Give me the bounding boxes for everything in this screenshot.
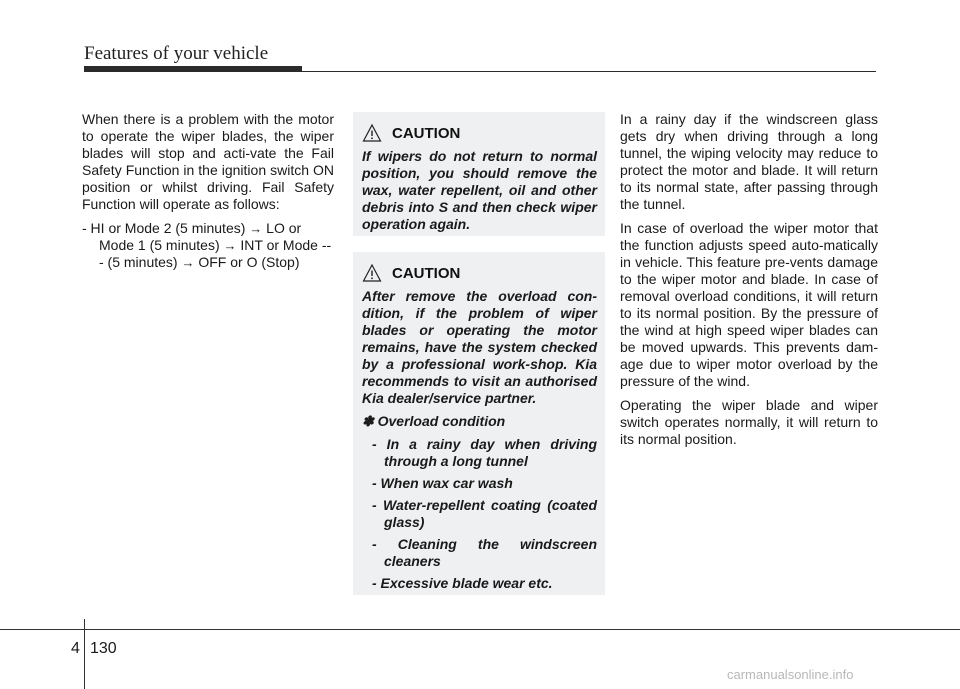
footer-tick [84,619,85,689]
fail-safety-paragraph: When there is a problem with the motor to operate the wiper blades, the wiper blades will stop and acti-vate the Fail Safety Function in the ignition switch ON position or whilst driving. Fail Safety Function will operate as follows: [82,111,334,212]
chapter-number: 4 [71,640,80,657]
caution-box-overload [353,252,605,595]
list-item: - Cleaning the windscreen cleaners [372,536,597,569]
mode-step-hi: - HI or Mode 2 (5 minutes) [82,220,246,236]
mode-sequence [82,220,334,271]
page-number: 130 [90,640,117,657]
arrow-icon: → [223,238,237,253]
list-item: - In a rainy day when driving through a long tunnel [372,436,597,469]
mode-step-lo: LO or Mode 1 (5 minutes) [99,220,302,253]
tunnel-paragraph: In a rainy day if the windscreen glass gets dry when driving through a long tunnel, the wiping velocity may reduce to protect the motor and blade. It will return to its normal state, after passing through the tunnel. [620,111,878,212]
caution-header [362,262,597,284]
caution-header [362,122,597,144]
caution-title: CAUTION [392,124,461,142]
normal-operation-paragraph: Operating the wiper blade and wiper switch operates normally, it will return to its normal position. [620,397,878,447]
left-column [82,111,334,278]
arrow-icon: → [181,255,195,270]
arrow-icon: → [249,221,263,236]
overload-list [362,436,597,592]
mode-step-off: OFF or O (Stop) [198,254,300,270]
warning-triangle-icon [362,263,382,283]
list-item: - When wax car wash [372,475,513,491]
right-column [620,111,878,455]
warning-triangle-icon [362,123,382,143]
header-title: Features of your vehicle [84,43,269,64]
caution-text: If wipers do not return to normal position, you should remove the wax, water repellent, oil and other debris into S and then check wiper operation again. [362,148,597,232]
caution-title: CAUTION [392,264,461,282]
list-item: - Excessive blade wear etc. [372,575,553,591]
footer-rule [0,629,960,630]
header-bar [84,66,302,72]
caution-text: After remove the overload con-dition, if the problem of wiper blades or operating the motor remains, have the system checked by a professional work-shop. Kia recommends to visit an authorised Kia dealer/service partner. [362,288,597,406]
overload-heading: ✽ Overload condition [362,413,506,429]
header-rule [300,71,876,72]
watermark: carmanualsonline.info [727,667,854,682]
overload-paragraph: In case of overload the wiper motor that the function adjusts speed auto-matically in vehicle. This feature pre-vents damage to the wiper motor and blade. In case of removal overload conditions, it will return to its normal position. By the pressure of the wind at high speed wiper blades can be moved upwards. This prevents dam-age due to wiper motor overload by the pressure of the wind. [620,220,878,389]
caution-box-wipers [353,112,605,236]
list-item: - Water-repellent coating (coated glass) [372,497,597,530]
mode-step-int: INT or Mode --- (5 minutes) [99,237,332,270]
